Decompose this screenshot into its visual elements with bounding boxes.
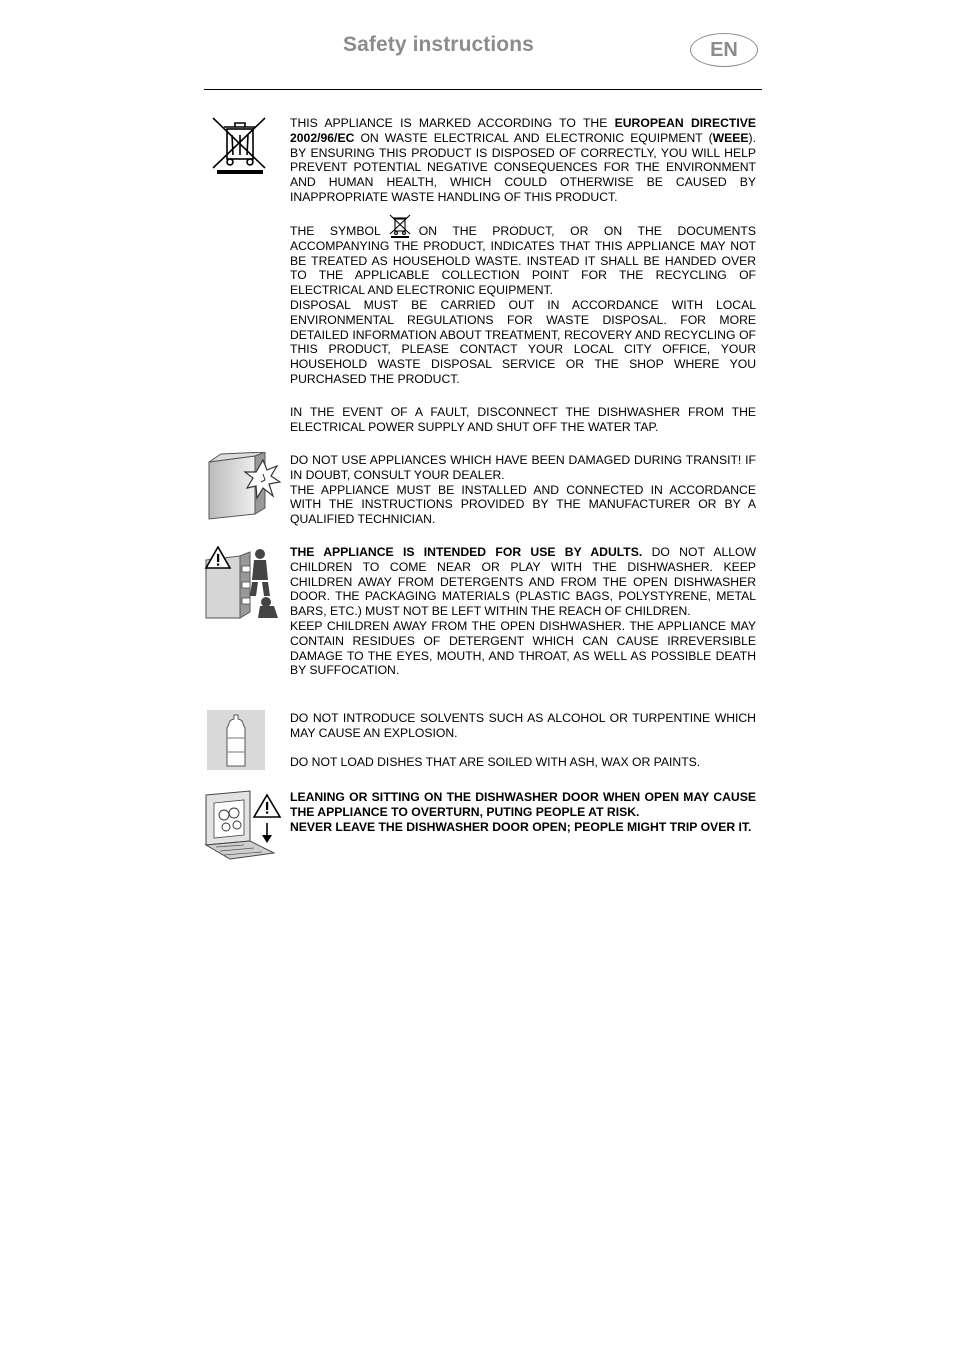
solvent-paragraph-2: DO NOT LOAD DISHES THAT ARE SOILED WITH ASH, WAX OR PAINTS. — [290, 755, 701, 770]
children-section — [290, 545, 756, 678]
damage-section — [290, 453, 756, 527]
children-warning-icon — [204, 546, 282, 622]
weee-text-c: ON WASTE ELECTRICAL AND ELECTRONIC EQUIPMENT ( — [354, 130, 713, 145]
weee-paragraph-3: DISPOSAL MUST BE CARRIED OUT IN ACCORDANCE WITH LOCAL ENVIRONMENTAL REGULATIONS FOR WASTE DISPOSAL. FOR MORE DETAILED INFORMATION ABOUT TREATMENT, RECOVERY AND RECYCLING OF THIS PRODUCT, PLEASE CONTACT YOUR LOCAL CITY OFFICE, YOUR HOUSEHOLD WASTE DISPOSAL SERVICE OR THE SHOP WHERE YOU PURCHASED THE PRODUCT. — [290, 297, 756, 386]
damage-paragraph-1: DO NOT USE APPLIANCES WHICH HAVE BEEN DAMAGED DURING TRANSIT! IF IN DOUBT, CONSULT YOUR DEALER. — [290, 453, 756, 482]
children-warning-text: DO NOT ALLOW CHILDREN TO COME NEAR OR PLAY WITH THE DISHWASHER. KEEP CHILDREN AWAY FROM DETERGENTS AND FROM THE OPEN DISHWASHER DOOR. THE PACKAGING MATERIALS (PLASTIC BAGS, POLYSTYRENE, METAL BARS, ETC.) MUST NOT BE LEFT WITHIN THE REACH OF CHILDREN. — [290, 545, 756, 619]
weee-acronym: WEEE — [712, 130, 749, 145]
door-paragraph-1: LEANING OR SITTING ON THE DISHWASHER DOOR WHEN OPEN MAY CAUSE THE APPLIANCE TO OVERTURN, PUTING PEOPLE AT RISK. — [290, 790, 756, 819]
weee-paragraph-2 — [290, 223, 756, 298]
door-section — [290, 790, 756, 834]
weee-section — [290, 116, 756, 434]
crossed-out-wheelie-bin-icon — [209, 115, 269, 175]
weee-paragraph-1 — [290, 116, 756, 205]
damaged-appliance-icon — [207, 452, 281, 522]
fault-instruction: IN THE EVENT OF A FAULT, DISCONNECT THE DISHWASHER FROM THE ELECTRICAL POWER SUPPLY AND SHUT OFF THE WATER TAP. — [290, 404, 756, 434]
children-paragraph-2: KEEP CHILDREN AWAY FROM THE OPEN DISHWASHER. THE APPLIANCE MAY CONTAIN RESIDUES OF DETERGENT WHICH CAN CAUSE IRREVERSIBLE DAMAGE TO THE EYES, MOUTH, AND THROAT, AS WELL AS POSSIBLE DEATH BY SUFFOCATION. — [290, 618, 756, 678]
open-door-warning-icon — [204, 789, 284, 867]
header-divider — [204, 89, 762, 90]
page-title: Safety instructions — [343, 33, 534, 56]
weee-text-e: ). BY ENSURING THIS PRODUCT IS DISPOSED OF CORRECTLY, YOU WILL HELP PREVENT POTENTIAL NEGATIVE CONSEQUENCES FOR THE ENVIRONMENT AND HUMAN HEALTH, WHICH COULD OTHERWISE BE CAUSED BY INAPPROPRIATE WASTE HANDLING OF THIS PRODUCT. — [290, 130, 756, 204]
solvent-section — [290, 711, 756, 770]
solvent-paragraph-1: DO NOT INTRODUCE SOLVENTS SUCH AS ALCOHOL OR TURPENTINE WHICH MAY CAUSE AN EXPLOSION. — [290, 711, 756, 740]
symbol-meaning-text: ON THE PRODUCT, OR ON THE DOCUMENTS ACCOMPANYING THE PRODUCT, INDICATES THAT THIS APPLIANCE MAY NOT BE TREATED AS HOUSEHOLD WASTE. INSTEAD IT SHALL BE HANDED OVER TO THE APPLICABLE COLLECTION POINT FOR THE RECYCLING OF ELECTRICAL AND ELECTRONIC EQUIPMENT. — [290, 223, 757, 298]
children-paragraph-1 — [290, 545, 756, 619]
adults-only-statement: THE APPLIANCE IS INTENDED FOR USE BY ADULTS. — [290, 545, 643, 559]
language-badge: EN — [690, 33, 758, 67]
solvent-bottle-icon — [207, 710, 265, 770]
door-paragraph-2: NEVER LEAVE THE DISHWASHER DOOR OPEN; PEOPLE MIGHT TRIP OVER IT. — [290, 819, 752, 834]
directive-reference: EUROPEAN DIRECTIVE 2002/96/EC — [290, 116, 756, 145]
symbol-lead-text: THE SYMBOL — [290, 223, 381, 238]
damage-paragraph-2: THE APPLIANCE MUST BE INSTALLED AND CONNECTED IN ACCORDANCE WITH THE INSTRUCTIONS PROVIDED BY THE MANUFACTURER OR BY A QUALIFIED TECHNICIAN. — [290, 482, 756, 527]
weee-text-a: THIS APPLIANCE IS MARKED ACCORDING TO THE — [290, 116, 615, 130]
inline-weee-symbol-icon — [387, 213, 413, 239]
